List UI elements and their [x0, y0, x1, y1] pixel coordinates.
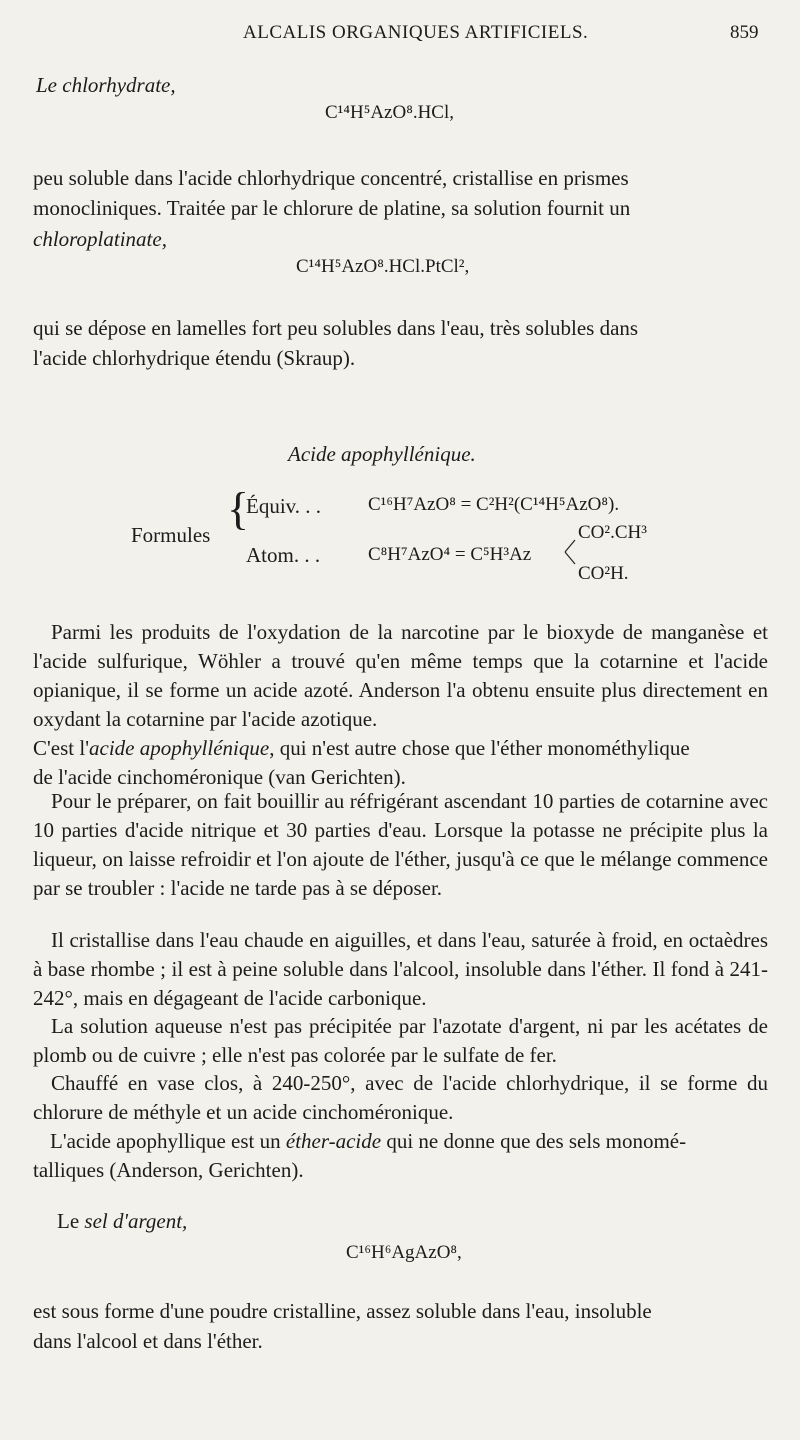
para2-line1: qui se dépose en lamelles fort peu solubles dans l'eau, très solubles dans — [33, 316, 639, 340]
paragraph-crystallization: Il cristallise dans l'eau chaude en aiguilles, et dans l'eau, saturée à froid, en octaèdres à base rhombe ; il est à peine soluble dans l'alcool, insoluble dans l'éther. Il fond à 241-242°, mais en dégageant de l'acide carbonique. — [33, 928, 768, 1010]
para1-line2: monocliniques. Traitée par le chlorure de platine, sa solution fournit un — [33, 196, 631, 220]
chloroplatinate-formula: C¹⁴H⁵AzO⁸.HCl.PtCl², — [296, 256, 470, 277]
acid-title: Acide apophyllénique. — [288, 442, 476, 466]
equiv-formula: C¹⁶H⁷AzO⁸ = C²H²(C¹⁴H⁵AzO⁸). — [368, 494, 620, 515]
atom-formula: C⁸H⁷AzO⁴ = C⁵H³Az — [368, 544, 532, 565]
paragraph-solution: La solution aqueuse n'est pas précipitée par l'azotate d'argent, ni par les acétates de plomb ou de cuivre ; elle n'est pas colorée par le sulfate de fer. — [33, 1014, 768, 1067]
paragraph-heating: Chauffé en vase clos, à 240-250°, avec de l'acide chlorhydrique, il se forme du chlorure de méthyle et un acide cinchoméronique. — [33, 1071, 768, 1124]
sel-argent-heading: Le sel d'argent, — [57, 1209, 188, 1233]
atom-branch-bottom: CO²H. — [578, 563, 629, 584]
para1-line1: peu soluble dans l'acide chlorhydrique concentré, cristallise en prismes — [33, 166, 629, 190]
chlorhydrate-heading: Le chlorhydrate, — [36, 73, 176, 97]
sel-argent-formula: C¹⁶H⁶AgAzO⁸, — [346, 1242, 462, 1263]
sel-argent-line2: dans l'alcool et dans l'éther. — [33, 1329, 263, 1353]
para2-line2: l'acide chlorhydrique étendu (Skraup). — [33, 346, 356, 370]
paragraph-oxidation: Parmi les produits de l'oxydation de la narcotine par le bioxyde de manganèse et l'acide sulfurique, Wöhler a trouvé qu'en même temps que la cotarnine et l'acide opianique, il se forme un acide azoté. Anderson l'a obtenu ensuite plus directement en oxydant la cotarnine par l'acide azotique. — [33, 620, 768, 731]
page-number: 859 — [730, 22, 759, 43]
paragraph-preparation: Pour le préparer, on fait bouillir au réfrigérant ascendant 10 parties de cotarnine avec 10 parties d'acide nitrique et 30 parties d'eau. Lorsque la potasse ne précipite plus la liqueur, on laisse refroidir et l'on ajoute de l'éther, jusqu'à ce que le mélange commence par se troubler : l'acide ne tarde pas à se déposer. — [33, 789, 768, 900]
para-ether-acide-line1: L'acide apophyllique est un éther-acide qui ne donne que des sels monomé- — [50, 1129, 687, 1153]
para-ether-acide-line2: talliques (Anderson, Gerichten). — [33, 1158, 304, 1182]
formules-label: Formules — [131, 523, 211, 547]
chlorhydrate-formula: C¹⁴H⁵AzO⁸.HCl, — [325, 102, 455, 123]
atom-label: Atom. . . — [246, 543, 321, 567]
branch-lines-icon — [563, 528, 577, 576]
brace-icon: { — [227, 483, 250, 534]
para-c-est-line2: de l'acide cinchoméronique (van Gerichten). — [33, 765, 406, 789]
atom-branch-top: CO².CH³ — [578, 522, 647, 543]
running-title: ALCALIS ORGANIQUES ARTIFICIELS. — [243, 22, 589, 43]
equiv-label: Équiv. . . — [246, 494, 322, 518]
sel-argent-line1: est sous forme d'une poudre cristalline, assez soluble dans l'eau, insoluble — [33, 1299, 652, 1323]
para-c-est-line1: C'est l'acide apophyllénique, qui n'est autre chose que l'éther monométhylique — [33, 736, 690, 760]
para1-line3: chloroplatinate, — [33, 227, 167, 251]
